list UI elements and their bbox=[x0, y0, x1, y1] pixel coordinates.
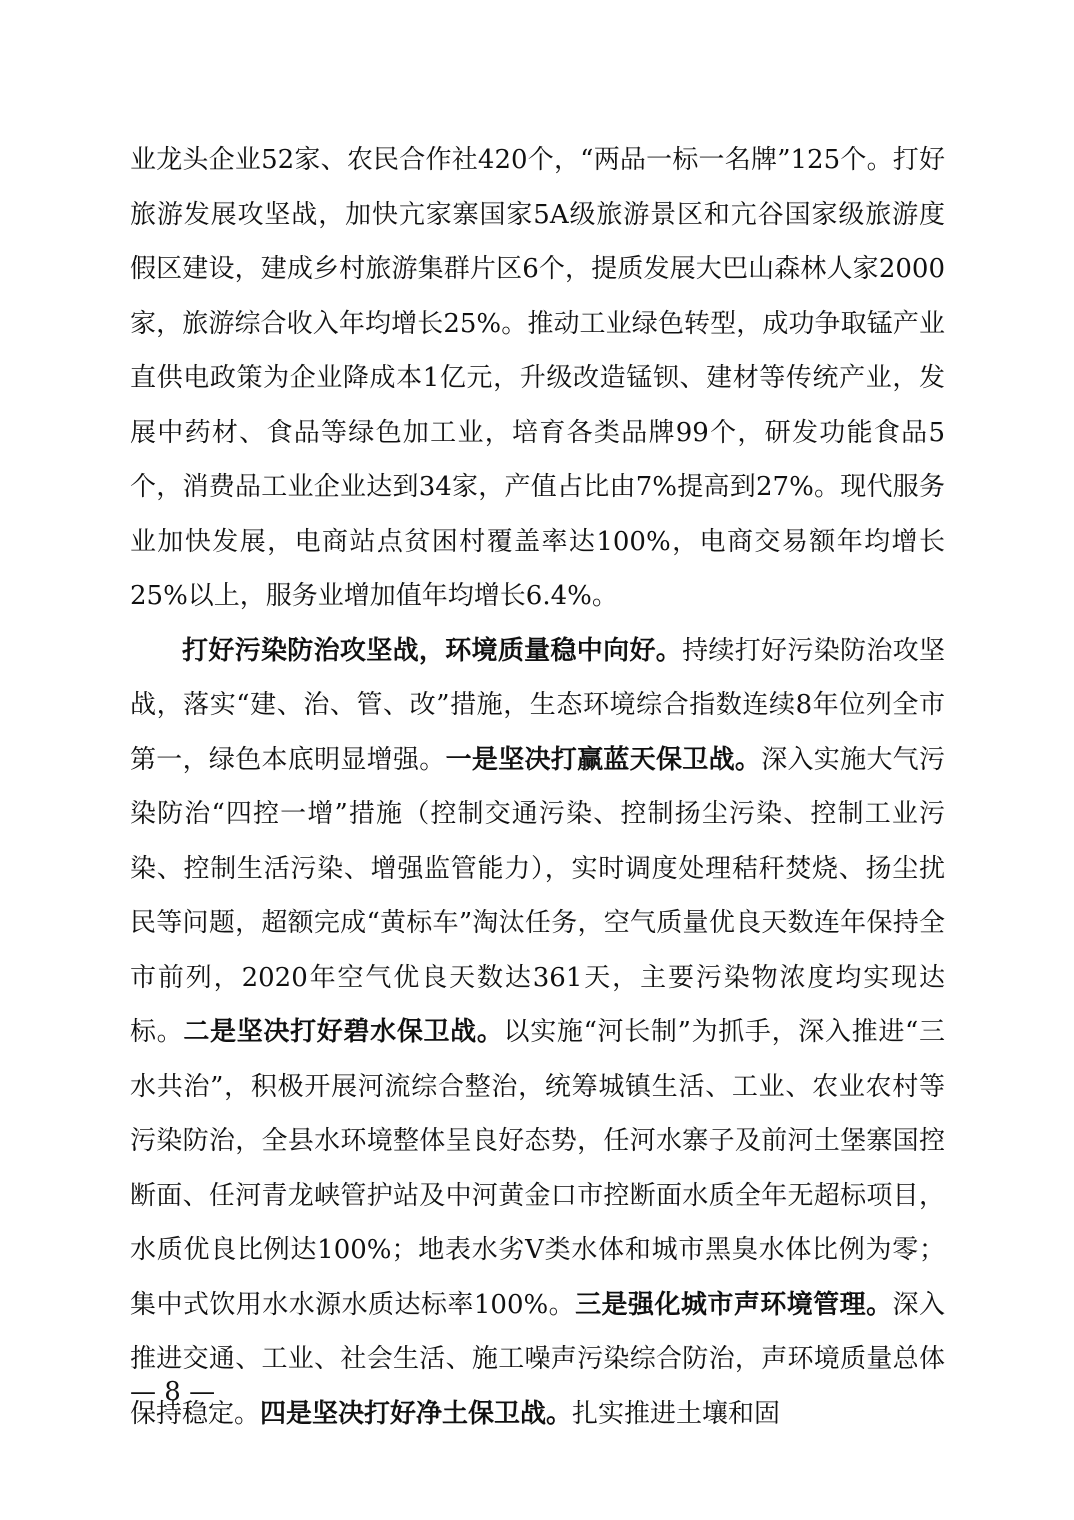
paragraph-text: 深入推进交通、工业、社会生活、施工噪声污染综合防治，声环境质量总体保持稳定。 bbox=[130, 1289, 945, 1429]
paragraph-pollution-control bbox=[130, 624, 945, 1442]
paragraph-text: 以实施“河长制”为抓手，深入推进“三水共治”，积极开展河流综合整治，统筹城镇生活、工业、农业农村等污染防治，全县水环境整体呈良好态势，任河水寨子及前河土堡寨国控断面、任河青龙峡管护站及中河黄金口市控断面水质全年无超标项目，水质优良比例达100%；地表水劣Ⅴ类水体和城市黑臭水体比例为零；集中式饮用水水源水质达标率100%。 bbox=[130, 1017, 945, 1320]
point-heading-blue-sky: 一是坚决打赢蓝天保卫战。 bbox=[445, 744, 762, 775]
point-heading-clean-soil: 四是坚决打好净土保卫战。 bbox=[260, 1398, 573, 1429]
paragraph-text: 扎实推进土壤和固 bbox=[572, 1398, 781, 1429]
paragraph-industry bbox=[130, 133, 945, 624]
point-heading-noise: 三是强化城市声环境管理。 bbox=[575, 1289, 893, 1320]
page-number: — 8 — bbox=[130, 1377, 216, 1407]
paragraph-text: 业龙头企业52家、农民合作社420个，“两品一标一名牌”125个。打好旅游发展攻坚战，加快亢家寨国家5A级旅游景区和亢谷国家级旅游度假区建设，建成乡村旅游集群片区6个，提质发展大巴山森林人家2000家，旅游综合收入年均增长25%。推动工业绿色转型，成功争取锰产业直供电政策为企业降成本1亿元，升级改造锰钡、建材等传统产业，发展中药材、食品等绿色加工业，培育各类品牌99个，研发功能食品5个，消费品工业企业达到34家，产值占比由7%提高到27%。现代服务业加快发展，电商站点贫困村覆盖率达100%，电商交易额年均增长25%以上，服务业增加值年均增长6.4%。 bbox=[130, 145, 945, 611]
paragraph-text: 持续打好污染防治攻坚战，落实“建、治、管、改”措施，生态环境综合指数连续8年位列全市第一，绿色本底明显增强。 bbox=[130, 635, 945, 775]
section-heading: 打好污染防治攻坚战，环境质量稳中向好。 bbox=[182, 635, 683, 666]
paragraph-text: 深入实施大气污染防治“四控一增”措施（控制交通污染、控制扬尘污染、控制工业污染、控制生活污染、增强监管能力），实时调度处理秸秆焚烧、扬尘扰民等问题，超额完成“黄标车”淘汰任务，空气质量优良天数连年保持全市前列，2020年空气优良天数达361天，主要污染物浓度均实现达标。 bbox=[130, 744, 945, 1047]
body-text bbox=[130, 133, 945, 1441]
point-heading-clear-water: 二是坚决打好碧水保卫战。 bbox=[183, 1017, 504, 1047]
